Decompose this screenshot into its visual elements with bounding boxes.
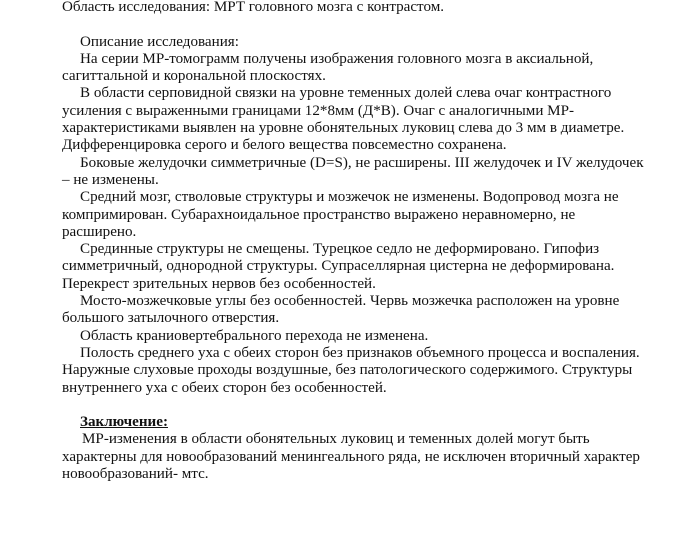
paragraph-line: Наружные слуховые проходы воздушные, без патологического содержимого. Структуры [62, 362, 633, 379]
paragraph-line: компримирован. Субарахноидальное пространство выражено неравномерно, не [62, 206, 576, 223]
conclusion-line: МР-изменения в области обонятельных луковиц и теменных долей могут быть [82, 431, 590, 448]
paragraph-line: расширено. [62, 223, 137, 240]
paragraph-line: Средний мозг, стволовые структуры и мозжечок не изменены. Водопровод мозга не [80, 189, 619, 206]
conclusion-line: характерны для новообразований менингеального ряда, не исключен вторичный характер [62, 448, 640, 465]
paragraph-line: – не изменены. [62, 171, 159, 188]
paragraph-lesion [62, 85, 658, 154]
paragraph-line: Дифференцировка серого и белого вещества повсеместно сохранена. [62, 137, 507, 154]
paragraph-line: На серии МР-томограмм получены изображения головного мозга в аксиальной, [80, 50, 594, 67]
conclusion-text [62, 431, 658, 483]
description-heading: Описание исследования: [80, 33, 239, 50]
paragraph-line: сагиттальной и корональной плоскостях. [62, 68, 326, 85]
paragraph-line: симметричный, однородной структуры. Супраселлярная цистерна не деформирована. [62, 258, 615, 275]
paragraph-line: большого затылочного отверстия. [62, 310, 280, 327]
paragraph-line: характеристиками выявлен на уровне обонятельных луковиц слева до 3 мм в диаметре. [62, 120, 625, 137]
paragraph-line: внутреннего уха с обеих сторон без особенностей. [62, 379, 387, 396]
paragraph-ear [62, 345, 658, 397]
paragraph-line: Срединные структуры не смещены. Турецкое седло не деформировано. Гипофиз [80, 241, 600, 258]
paragraph-acquisition [62, 51, 658, 86]
conclusion-line: новообразований- мтс. [62, 466, 209, 483]
report-document [62, 0, 658, 483]
spacer [62, 16, 658, 33]
spacer [62, 397, 658, 414]
paragraph-craniovertebral [62, 328, 658, 345]
conclusion-heading: Заключение: [80, 414, 168, 431]
study-area-header: Область исследования: МРТ головного мозга с контрастом. [62, 0, 445, 15]
paragraph-midbrain [62, 189, 658, 241]
paragraph-line: Боковые желудочки симметричные (D=S), не расширены. III желудочек и IV желудочек [80, 154, 644, 171]
paragraph-line: усиления с выраженными границами 12*8мм (Д*В). Очаг с аналогичными МР- [62, 102, 575, 119]
paragraph-line: Полость среднего уха с обеих сторон без признаков объемного процесса и воспаления. [80, 344, 640, 361]
paragraph-line: Перекрест зрительных нервов без особенностей. [62, 275, 376, 292]
paragraph-line: Мосто-мозжечковые углы без особенностей. Червь мозжечка расположен на уровне [80, 293, 620, 310]
paragraph-ventricles [62, 155, 658, 190]
paragraph-midline [62, 241, 658, 293]
paragraph-cerebellopontine [62, 293, 658, 328]
paragraph-line: Область краниовертебрального перехода не изменена. [80, 327, 429, 344]
paragraph-line: В области серповидной связки на уровне теменных долей слева очаг контрастного [80, 85, 612, 102]
